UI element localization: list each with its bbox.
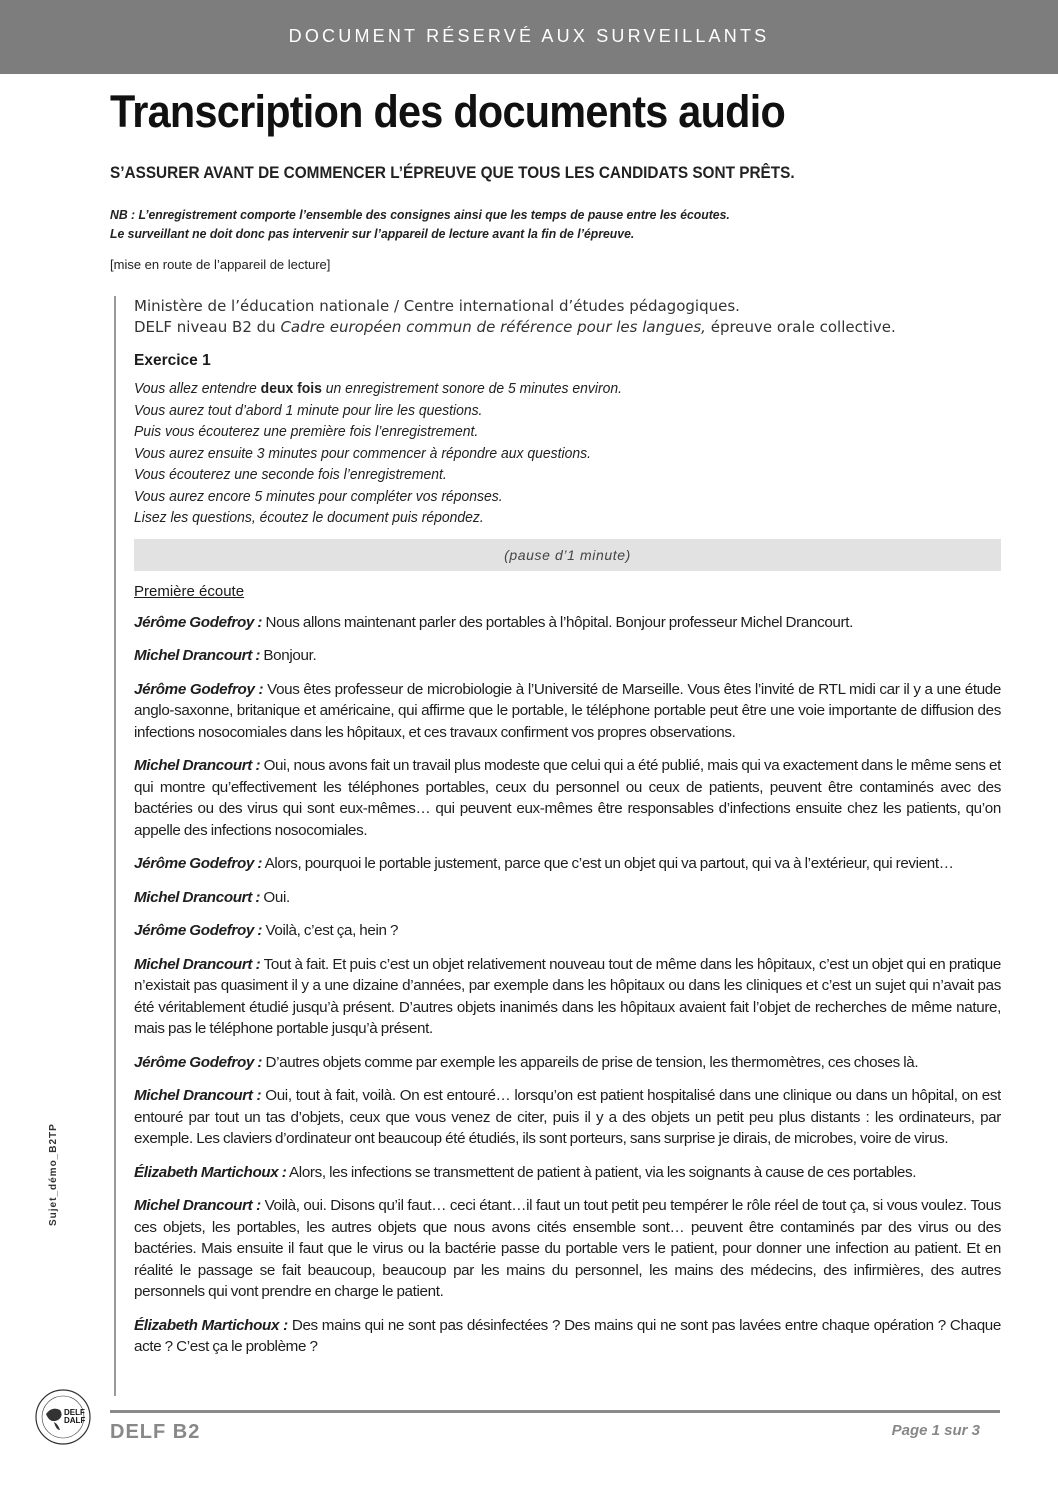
pause-bar: (pause d’1 minute) <box>134 539 1001 571</box>
delf-dalf-logo <box>34 1388 92 1446</box>
speaker-name: Jérôme Godefroy : <box>134 855 263 872</box>
document-code: Sujet_démo_B2TP <box>48 1123 59 1226</box>
dialogue-turn <box>134 612 1001 634</box>
instruction-heading: S’ASSURER AVANT DE COMMENCER L’ÉPREUVE QUE TOUS LES CANDIDATS SONT PRÊTS. <box>110 164 795 182</box>
speaker-name: Michel Drancourt : <box>134 647 261 664</box>
speaker-name: Jérôme Godefroy : <box>134 922 263 939</box>
turn-text: Voilà, oui. Disons qu’il faut… ceci étant…il faut un tout petit peu tempérer le rôle réel de tout ça, si vous voulez. Tous ces objets, les portables, les autres objets que nous avons cités ensemble sont… peuvent être contaminés par des virus ou des bactéries. Mais ensuite il faut que le virus ou la bactérie passe du portable vers le patient, pour donner une infection au patient. Et en réalité le passage se fait beaucoup, beaucoup par les mains du personnel, les mains des médecins, des infirmières, des autres personnels qui vont prendre en charge le patient. <box>134 1197 1001 1300</box>
speaker-name: Michel Drancourt : <box>134 1087 262 1104</box>
instruction-line: Vous aurez encore 5 minutes pour compléter vos réponses. <box>134 487 503 505</box>
svg-text:DALF: DALF <box>64 1416 86 1425</box>
turn-text: Oui, tout à fait, voilà. On est entouré… lorsqu’on est patient hospitalisé dans une clinique ou dans un hôpital, on est entouré par tout un tas d’objets, ceux que vous venez de citer, puis il y a des objets un petit peu plus distants : les ordinateurs, par exemple. Les claviers d’ordinateur ont beaucoup été étudiés, ils sont porteurs, sans surprise je dirais, de microbes, voire de virus. <box>134 1087 1001 1147</box>
svg-text:DELF: DELF <box>64 1408 85 1417</box>
instruction-emphasis: deux fois <box>260 380 322 397</box>
dialogue-turn <box>134 853 1001 875</box>
instruction-text: Vous allez entendre <box>134 380 261 397</box>
turn-text: Oui, nous avons fait un travail plus modeste que celui qui a été publié, mais qui va exactement dans le même sens et qui montre qu’effectivement les téléphones portables, ceux du personnel ou ceux de patients, peuvent être contaminés avec des bactéries ou des virus qui sont eux-mêmes… qui peuvent eux-mêmes être responsables d’infections ensuite chez les patients, qu’on appelle des infections nosocomiales. <box>134 757 1001 839</box>
exam-type: épreuve orale collective. <box>705 318 896 336</box>
footer-divider <box>110 1410 1000 1413</box>
dialogue-turn <box>134 1315 1001 1358</box>
ministry-line: Ministère de l’éducation nationale / Centre international d’études pédagogiques. <box>134 297 740 315</box>
speaker-name: Élizabeth Martichoux : <box>134 1163 287 1181</box>
nb-line: Le surveillant ne doit donc pas intervenir sur l’appareil de lecture avant la fin de l’épreuve. <box>110 226 635 241</box>
turn-text: Voilà, c’est ça, hein ? <box>262 922 399 939</box>
speaker-name: Jérôme Godefroy : <box>134 613 263 631</box>
exam-label: DELF B2 <box>110 1421 201 1443</box>
turn-text: D’autres objets comme par exemple les appareils de prise de tension, les thermomètres, ces choses là. <box>262 1053 919 1071</box>
exercise-title: Exercice 1 <box>134 352 211 369</box>
ministry-line <box>134 317 1001 338</box>
turn-text: Alors, les infections se transmettent de patient à patient, via les soignants à cause de ces portables. <box>286 1163 917 1181</box>
page-title: Transcription des documents audio <box>110 86 786 137</box>
dialogue-turn <box>134 887 1001 909</box>
speaker-name: Michel Drancourt : <box>134 955 261 973</box>
dialogue-turn <box>134 1162 1001 1184</box>
transcript-section <box>114 296 1001 1396</box>
instruction-line: Lisez les questions, écoutez le document puis répondez. <box>134 509 484 526</box>
instruction-line: Vous écouterez une seconde fois l’enregistrement. <box>134 466 447 483</box>
turn-text: Nous allons maintenant parler des portables à l’hôpital. Bonjour professeur Michel Drancourt. <box>262 613 853 631</box>
dialogue-turn <box>134 679 1001 744</box>
speaker-name: Jérôme Godefroy : <box>134 680 264 698</box>
exercise-instructions <box>134 378 1001 529</box>
speaker-name: Michel Drancourt : <box>134 757 261 774</box>
turn-text: Des mains qui ne sont pas désinfectées ? Des mains qui ne sont pas lavées entre chaque opération ? Chaque acte ? C’est ça le problème ? <box>134 1316 1001 1355</box>
ministry-header <box>134 296 1001 338</box>
speaker-name: Michel Drancourt : <box>134 888 261 906</box>
dialogue-turn <box>134 1052 1001 1074</box>
speaker-name: Jérôme Godefroy : <box>134 1053 263 1071</box>
dialogue-turn <box>134 755 1001 841</box>
dialogue-turn <box>134 645 1001 667</box>
instruction-line: Vous aurez ensuite 3 minutes pour commencer à répondre aux questions. <box>134 444 591 462</box>
turn-text: Vous êtes professeur de microbiologie à l’Université de Marseille. Vous êtes l’invité de RTL midi car il y a une étude anglo-saxonne, britanique et américaine, qui affirme que le portable, le téléphone portable peut être une voie importante de diffusion des infections nosocomiales dans les hôpitaux, et ces travaux confirment vos propres observations. <box>134 680 1001 741</box>
listening-heading: Première écoute <box>134 582 245 600</box>
nb-note <box>110 205 769 243</box>
dialogue-turn <box>134 954 1001 1040</box>
exam-level: DELF niveau B2 du <box>134 318 281 336</box>
cecr-title: Cadre européen commun de référence pour les langues, <box>280 318 706 336</box>
dialogue-turn <box>134 920 1001 942</box>
instruction-text: un enregistrement sonore de 5 minutes environ. <box>321 380 623 397</box>
dialogue-turn <box>134 1085 1001 1150</box>
turn-text: Tout à fait. Et puis c’est un objet relativement nouveau tout de même dans les hôpitaux, c’est un objet qui en pratique n’existait pas quasiment il y a une dizaine d’années, par exemple dans les hôpitaux ou dans les cliniques et c’est un sujet qui n’avait pas été véritablement étudié jusqu’à présent. D’autres objets inanimés dans les hôpitaux avaient fait l’objet de recherches de même nature, mais pas le téléphone portable jusqu’à présent. <box>134 955 1001 1037</box>
nb-line: NB : L’enregistrement comporte l’ensemble des consignes ainsi que les temps de pause entre les écoutes. <box>110 207 730 222</box>
page-number: Page 1 sur 3 <box>891 1422 980 1439</box>
turn-text: Alors, pourquoi le portable justement, parce que c’est un objet qui va partout, qui va à l’extérieur, qui revient… <box>262 855 954 872</box>
speaker-name: Élizabeth Martichoux : <box>134 1316 288 1334</box>
stage-direction: [mise en route de l’appareil de lecture] <box>110 257 331 272</box>
speaker-name: Michel Drancourt : <box>134 1197 261 1214</box>
turn-text: Oui. <box>260 888 290 906</box>
instruction-line: Puis vous écouterez une première fois l’enregistrement. <box>134 423 479 440</box>
instruction-line <box>134 378 940 400</box>
dialogue-turn <box>134 1195 1001 1303</box>
reserved-banner: DOCUMENT RÉSERVÉ AUX SURVEILLANTS <box>0 0 1058 74</box>
instruction-line: Vous aurez tout d’abord 1 minute pour lire les questions. <box>134 401 483 419</box>
turn-text: Bonjour. <box>260 647 317 664</box>
